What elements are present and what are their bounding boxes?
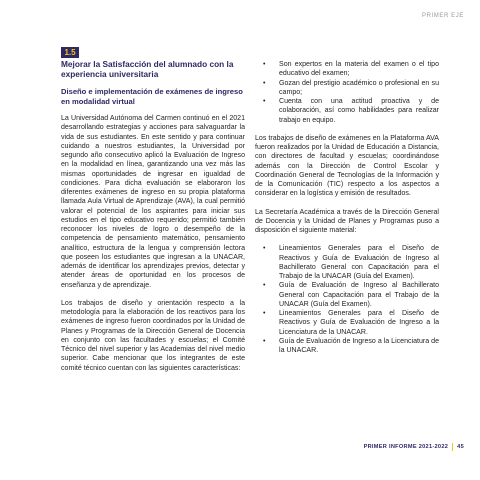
left-column [61,60,245,382]
list-item: • Guía de Evaluación de Ingreso al Bachillerato General con Capacitación para el Trabajo de la UNACAR (Guía del Examen). [255,281,439,309]
section-number-badge: 1.5 [61,47,79,58]
footer-divider [452,443,453,451]
right-column [255,60,439,364]
section-title: Mejorar la Satisfacción del alumnado con la experiencia universitaria [61,59,234,79]
paragraph: Los trabajos de diseño de exámenes en la Plataforma AVA fueron realizados por la Unidad de Educación a Distancia, con directores de facultad y escuelas; coordinándose además con la Dirección de Control Escolar y Coordinación General de Tecnologías de la Información y de la Comunicación (TIC) respecto a los aspectos a considerar en la logística y emisión de resultados. [255,134,439,198]
paragraph: La Secretaría Académica a través de la Dirección General de Docencia y la Unidad de Planes y Programas puso a disposición el siguiente material: [255,208,439,234]
page-footer [364,443,464,451]
list-item: • Lineamientos Generales para el Diseño de Reactivos y Guía de Evaluación de Ingreso a la Licenciatura de la UNACAR. [255,309,439,337]
subsection-title: Diseño e implementación de exámenes de ingreso en modalidad virtual [61,87,243,106]
list-item: • Cuenta con una actitud proactiva y de colaboración, así como habilidades para realizar trabajo en equipo. [255,97,439,125]
paragraph: La Universidad Autónoma del Carmen continuó en el 2021 desarrollando estrategias y acciones para salvaguardar la vida de sus estudiantes. En este sentido y para continuar cuidando a nuestros estudiantes, la Universidad por segundo año consecutivo aplicó la Evaluación de Ingreso en la modalidad en línea, garantizando una vez más las mismas oportunidades de ingresar en igualdad de condiciones. Para dicha evaluación se elaboraron los diferentes exámenes de ingreso en su propia plataforma llamada Aula Virtual de Aprendizaje (AVA), la cual permitió valorar el potencial de los aspirantes para iniciar sus estudios en el tipo educativo requerido; permitió también reconocer los niveles de logro o desempeño de la competencia de pensamiento matemático, pensamiento analítico, estructura de la lengua y comprensión lectora que poseen los estudiantes que ingresan a la UNACAR, además de identificar los aprendizajes previos, detectar y atender áreas de oportunidad en los procesos de enseñanza y de aprendizaje. [61,115,245,289]
page-number: 45 [457,444,464,450]
chapter-header: PRIMER EJE [421,13,464,19]
list-item: • Son expertos en la materia del examen o el tipo educativo del examen; [255,60,439,79]
paragraph: Los trabajos de diseño y orientación respecto a la metodología para la elaboración de los reactivos para los exámenes de ingreso fueron coordinados por la Unidad de Planes y Programas de la Dirección General de Docencia en conjunto con las facultades y escuelas; el Comité Técnico del nivel superior y las Academias del nivel medio superior. Cabe mencionar que los integrantes de este comité técnico cuentan con las siguientes características: [61,299,245,372]
list-item: • Gozan del prestigio académico o profesional en su campo; [255,79,439,98]
characteristics-list [255,60,439,125]
list-item: • Guía de Evaluación de Ingreso a la Licenciatura de la UNACAR. [255,337,439,356]
materials-list [255,244,439,355]
report-title: PRIMER INFORME 2021-2022 [363,444,449,450]
list-item: • Lineamientos Generales para el Diseño de Reactivos y Guía de Evaluación de Ingreso al Bachillerato General con Capacitación para el Trabajo de la UNACAR (Guía del Examen). [255,244,439,281]
